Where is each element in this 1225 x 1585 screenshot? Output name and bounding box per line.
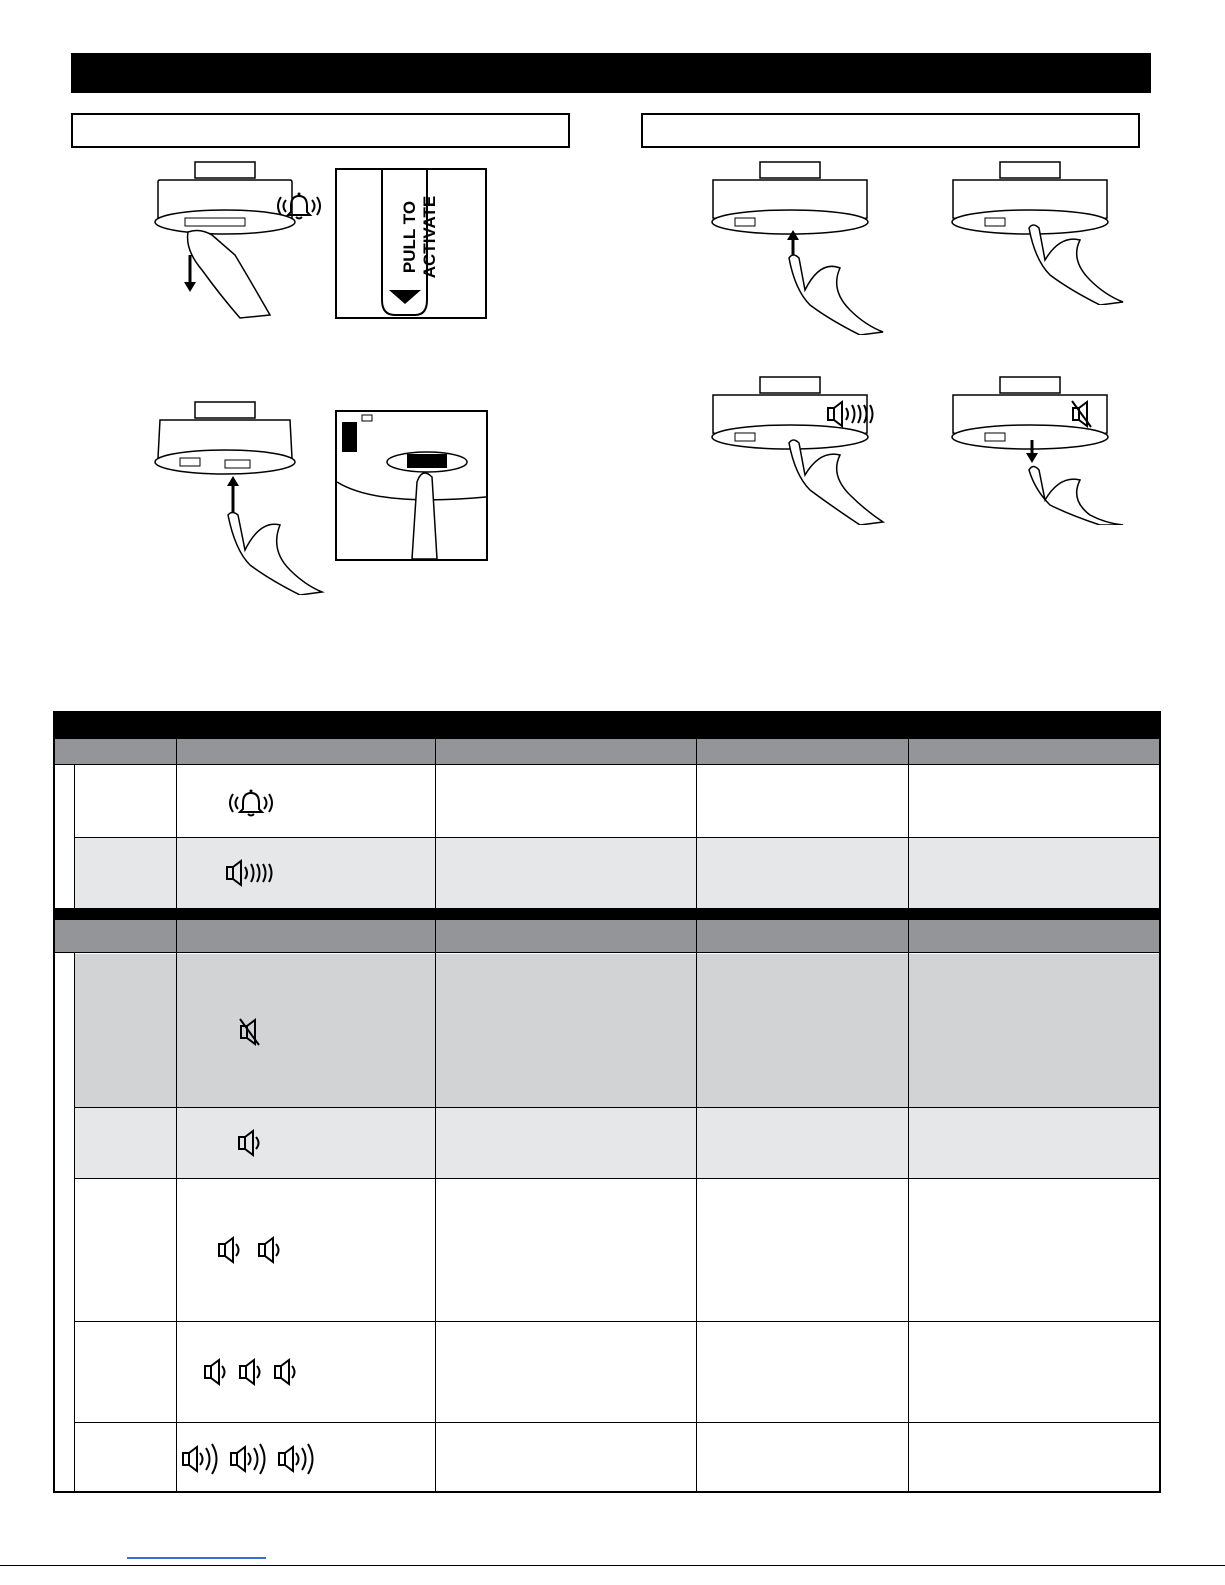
speaker-icon-x2: [217, 1236, 287, 1264]
detector-illustration-4: [945, 375, 1130, 525]
pull-tab-label: PULL TO ACTIVATE: [400, 195, 439, 279]
table-header-row-2: [55, 920, 1159, 952]
detector-illustration-1: [705, 160, 890, 335]
table-header-row-1: [55, 739, 1159, 764]
table-row: [75, 954, 1159, 1107]
bell-ringing-icon: [276, 190, 322, 222]
speaker-chirp-icon: [826, 400, 878, 428]
pull-tab-closeup: [335, 168, 487, 319]
speaker-mute-icon: [239, 1018, 261, 1046]
test-button-closeup: [335, 410, 488, 561]
detector-pull-tab-illustration: [140, 160, 330, 320]
speaker-loud-icon-x3: [181, 1441, 325, 1477]
left-section-heading: [71, 113, 570, 148]
detector-illustration-3: [705, 375, 890, 525]
alarm-signal-table: [53, 711, 1161, 1493]
bell-ringing-icon: [228, 787, 274, 819]
table-title-bar: [55, 713, 1159, 739]
speaker-icon-x3: [203, 1358, 303, 1386]
detector-test-press-illustration: [140, 400, 330, 595]
right-section-heading: [641, 113, 1140, 148]
table-divider-bar: [55, 908, 1159, 920]
speaker-icon: [237, 1129, 263, 1157]
speaker-chirp-icon: [225, 859, 277, 887]
footer-link[interactable]: [127, 1557, 266, 1559]
speaker-mute-icon: [1071, 400, 1093, 428]
footer-rule: [0, 1565, 1225, 1566]
page-title-bar: [71, 53, 1151, 93]
detector-illustration-2: [945, 160, 1130, 305]
